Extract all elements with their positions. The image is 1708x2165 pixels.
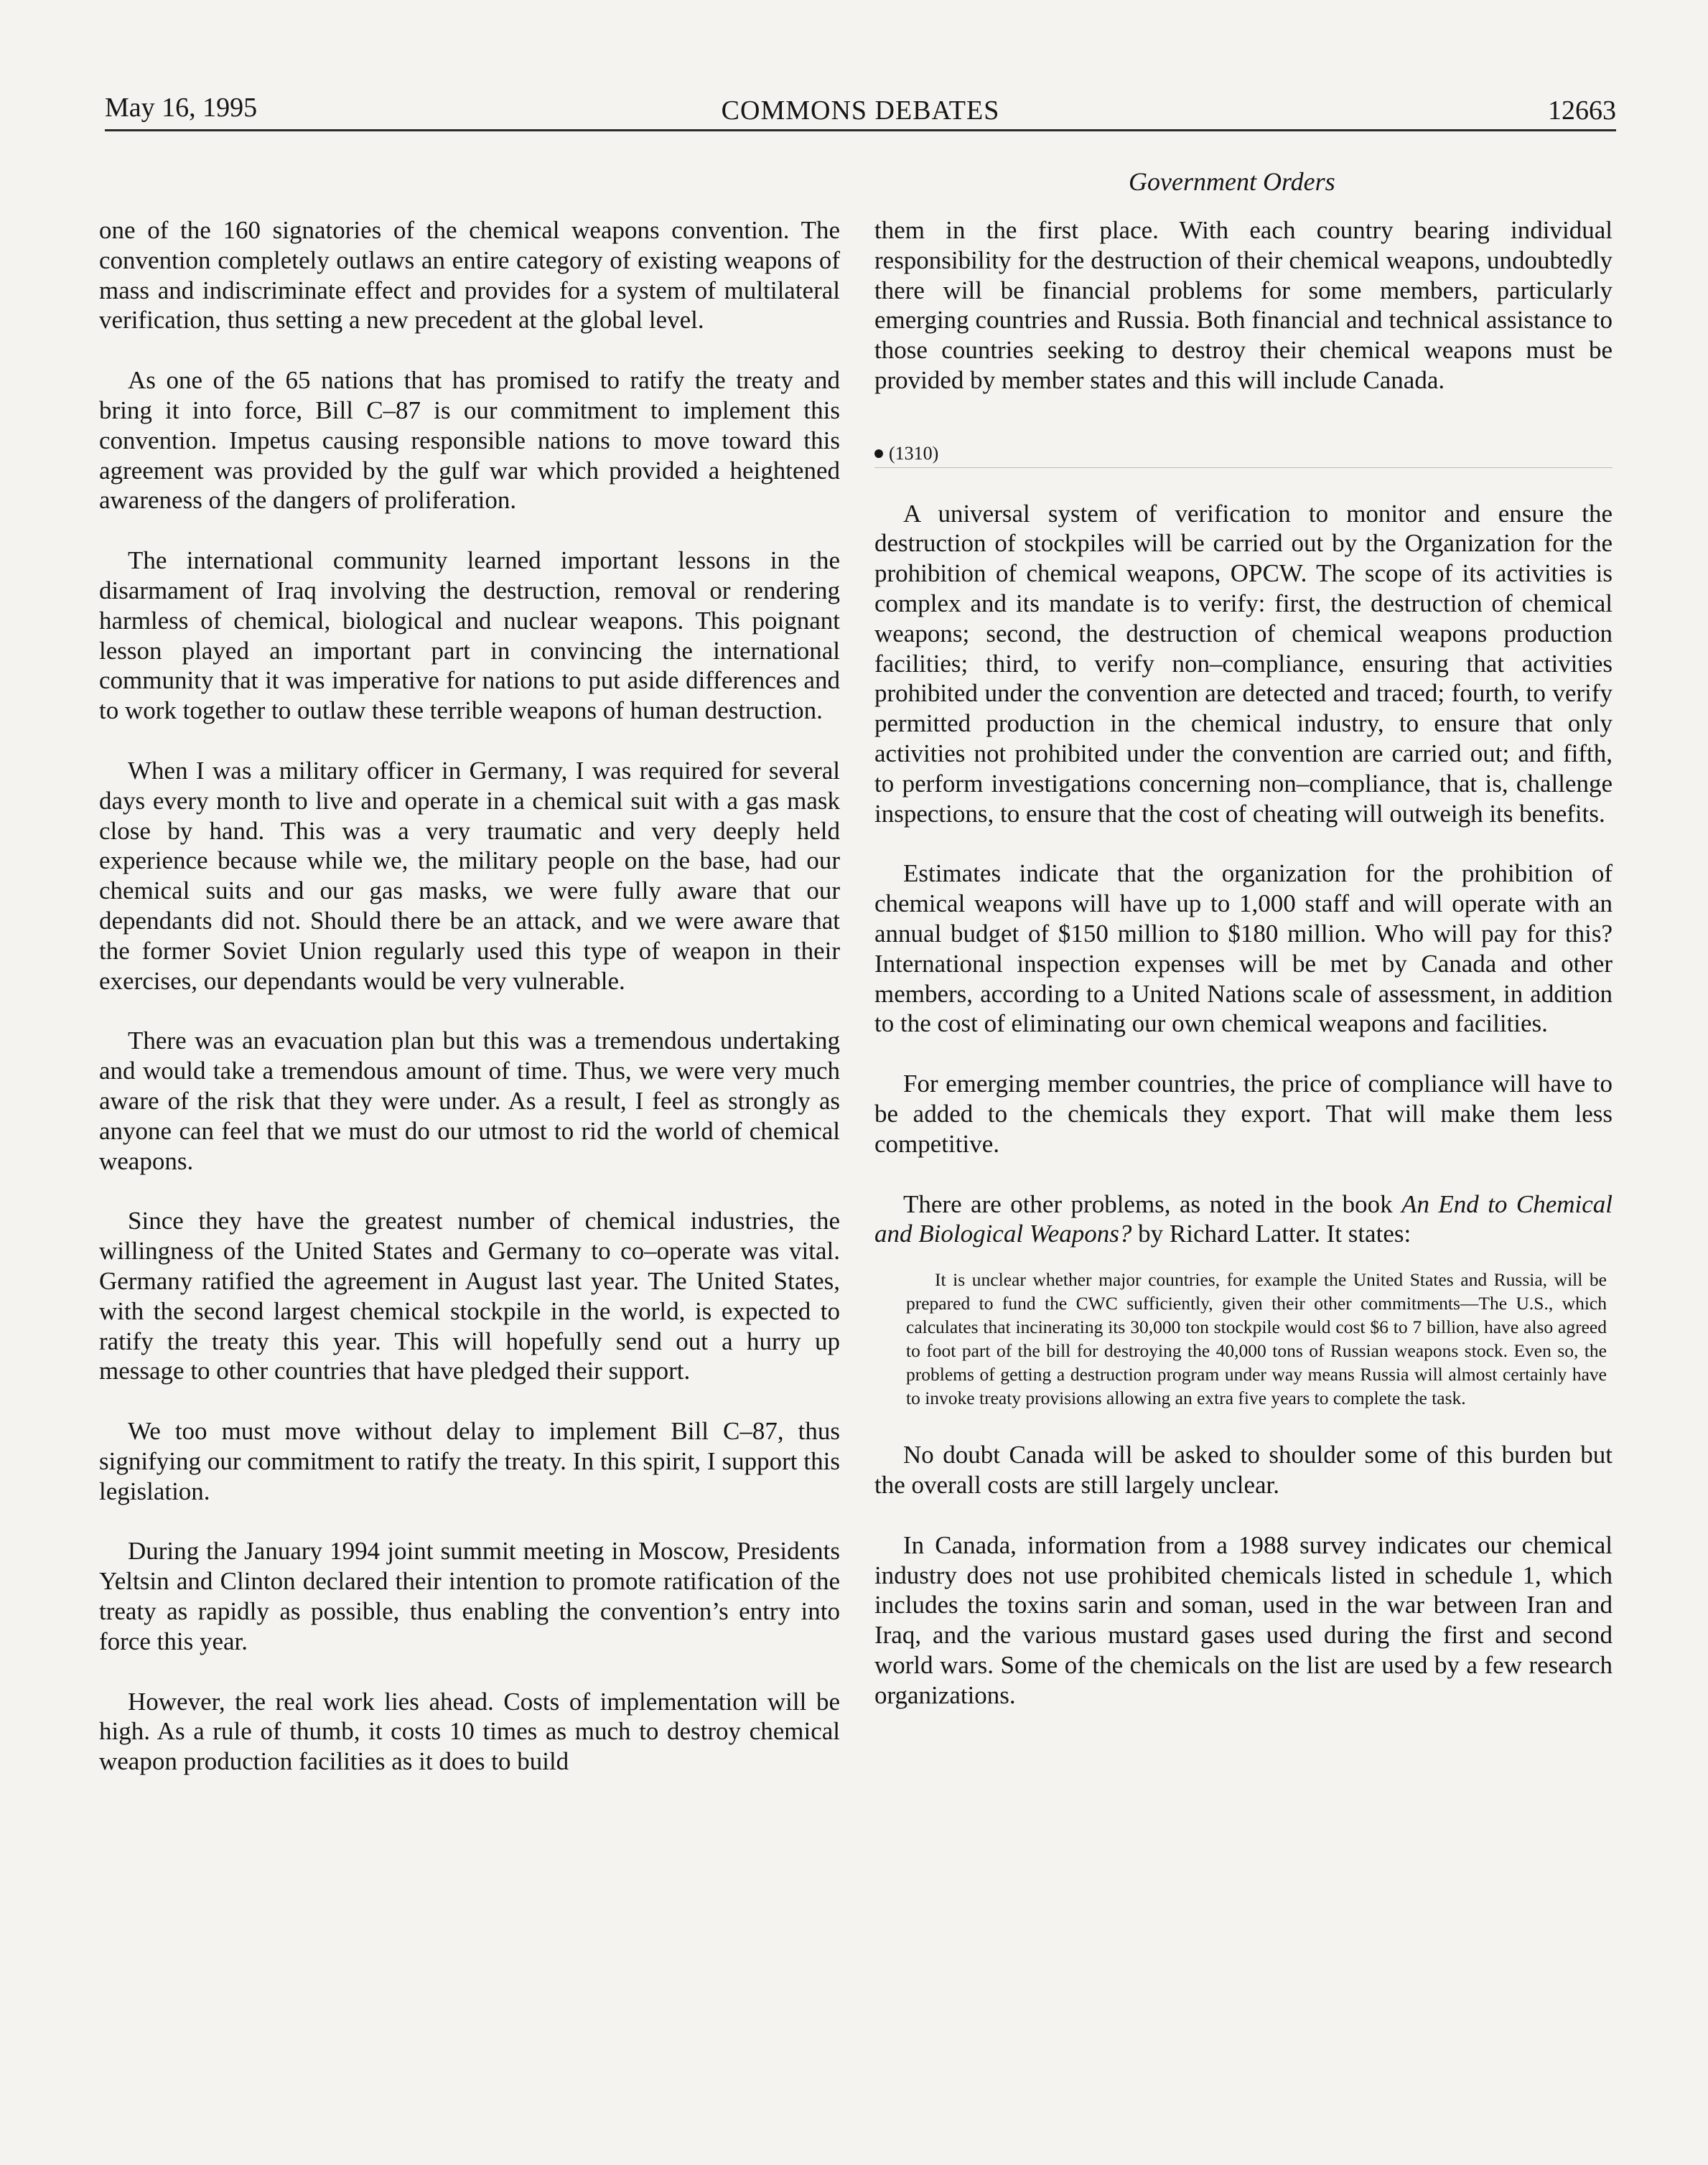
citation-intro: There are other problems, as noted in the book — [903, 1189, 1393, 1218]
left-paragraph: Since they have the greatest number of chemical industries, the willingness of the United States and Germany to co–operate was vital. Germany ratified the agreement in August last year. The United States, with the second largest chemical stockpile in the world, is expected to ratify the treaty this year. This will hopefully send out a hurry up message to other countries that have pledged their support. — [99, 1207, 840, 1385]
right-paragraph: No doubt Canada will be asked to shoulder some of this burden but the overall costs are still largely unclear. — [874, 1441, 1613, 1499]
time-marker — [874, 439, 1613, 469]
left-paragraph: However, the real work lies ahead. Costs of implementation will be high. As a rule of thumb, it costs 10 times as much to destroy chemical weapon production facilities as it does to build — [99, 1687, 840, 1776]
left-paragraph: There was an evacuation plan but this was a tremendous undertaking and would take a tremendous amount of time. Thus, we were very much aware of the risk that they were under. As a result, I feel as strongly as anyone can feel that we must do our utmost to rid the world of chemical weapons. — [99, 1027, 840, 1175]
block-quote — [906, 1268, 1607, 1410]
right-paragraph: A universal system of verification to monitor and ensure the destruction of stockpiles will be carried out by the Organization for the prohibition of chemical weapons, OPCW. The scope of its activities is complex and its mandate is to verify: first, the destruction of chemical weapons; second, the destruction of chemical weapons production facilities; third, to verify non–compliance, ensuring that activities prohibited under the convention are detected and traced; fourth, to verify permitted production in the chemical industry, to ensure that only activities not prohibited under the convention are carried out; and fifth, to perform investigations concerning non–compliance, that is, challenge inspections, to ensure that the cost of cheating will outweigh its benefits. — [874, 499, 1613, 828]
quote-text: It is unclear whether major countries, for example the United States and Russia, will be prepared to fund the CWC sufficiently, given their other commitments—The U.S., which calculates that incinerating its 30,000 ton stockpile would cost $6 to 7 billion, have also agreed to foot part of the bill for destroying the 40,000 tons of Russian weapons stock. Even so, the problems of getting a destruction program under way means Russia will almost certainly have to invoke treaty provisions allowing an extra five years to complete the task. — [906, 1269, 1607, 1409]
right-column — [874, 215, 1613, 1710]
header-page-number: 12663 — [1548, 95, 1616, 126]
left-paragraph: one of the 160 signatories of the chemical weapons convention. The convention completely outlaws an entire category of existing weapons of mass and indiscriminate effect and provides for a system of multilateral verification, thus setting a new precedent at the global level. — [99, 216, 840, 335]
citation-author: by Richard Latter. It states: — [1138, 1220, 1411, 1248]
header-rule — [105, 129, 1616, 131]
right-paragraph: them in the first place. With each country bearing individual responsibility for the destruction of their chemical weapons, undoubtedly there will be financial problems for some members, particularly emerging countries and Russia. Both financial and technical assistance to those countries seeking to destroy their chemical weapons must be provided by member states and this will include Canada. — [874, 216, 1613, 394]
book-title: An End to Chemical and Biological Weapons? — [874, 1189, 1613, 1248]
bullet-icon — [874, 449, 883, 458]
left-paragraph: We too must move without delay to implement Bill C–87, thus signifying our commitment to ratify the treaty. In this spirit, I support this legislation. — [99, 1417, 840, 1505]
time-marker-text: (1310) — [889, 442, 939, 464]
left-paragraph: During the January 1994 joint summit meeting in Moscow, Presidents Yeltsin and Clinton declared their intention to promote ratification of the treaty as rapidly as possible, thus enabling the convention’s entry into force this year. — [99, 1537, 840, 1655]
header-date: May 16, 1995 — [105, 93, 258, 123]
right-paragraph: Estimates indicate that the organization for the prohibition of chemical weapons will have up to 1,000 staff and will operate with an annual budget of $150 million to $180 million. Who will pay for this? International inspection expenses will be met by Canada and other members, according to a United Nations scale of assessment, in addition to the cost of eliminating our own chemical weapons and facilities. — [874, 859, 1613, 1038]
section-label: Government Orders — [1129, 167, 1335, 196]
left-column — [99, 215, 840, 1777]
left-paragraph: As one of the 65 nations that has promised to ratify the treaty and bring it into force, Bill C–87 is our commitment to implement this convention. Impetus causing responsible nations to move toward this agreement was provided by the gulf war which provided a heightened awareness of the dangers of proliferation. — [99, 366, 840, 515]
running-header — [105, 86, 1616, 129]
right-paragraph: In Canada, information from a 1988 survey indicates our chemical industry does not use prohibited chemicals listed in schedule 1, which includes the toxins sarin and soman, used in the war between Iran and Iraq, and the various mustard gases used during the first and second world wars. Some of the chemicals on the list are used by a few research organizations. — [874, 1530, 1613, 1709]
left-paragraph: The international community learned important lessons in the disarmament of Iraq involving the destruction, removal or rendering harmless of chemical, biological and nuclear weapons. This poignant lesson played an important part in convincing the international community that it was imperative for nations to put aside differences and to work together to outlaw these terrible weapons of human destruction. — [99, 546, 840, 725]
right-paragraph — [874, 1189, 1613, 1250]
header-publication: COMMONS DEBATES — [721, 95, 1000, 126]
left-paragraph: When I was a military officer in Germany, I was required for several days every month to live and operate in a chemical suit with a gas mask close by hand. This was a very traumatic and very deeply held experience because while we, the military people on the base, had our chemical suits and our gas masks, we were fully aware that our dependants did not. Should there be an attack, and we were aware that the former Soviet Union regularly used this type of weapon in their exercises, our dependants would be very vulnerable. — [99, 756, 840, 995]
right-paragraph: For emerging member countries, the price of compliance will have to be added to the chemicals they export. That will make them less competitive. — [874, 1070, 1613, 1158]
